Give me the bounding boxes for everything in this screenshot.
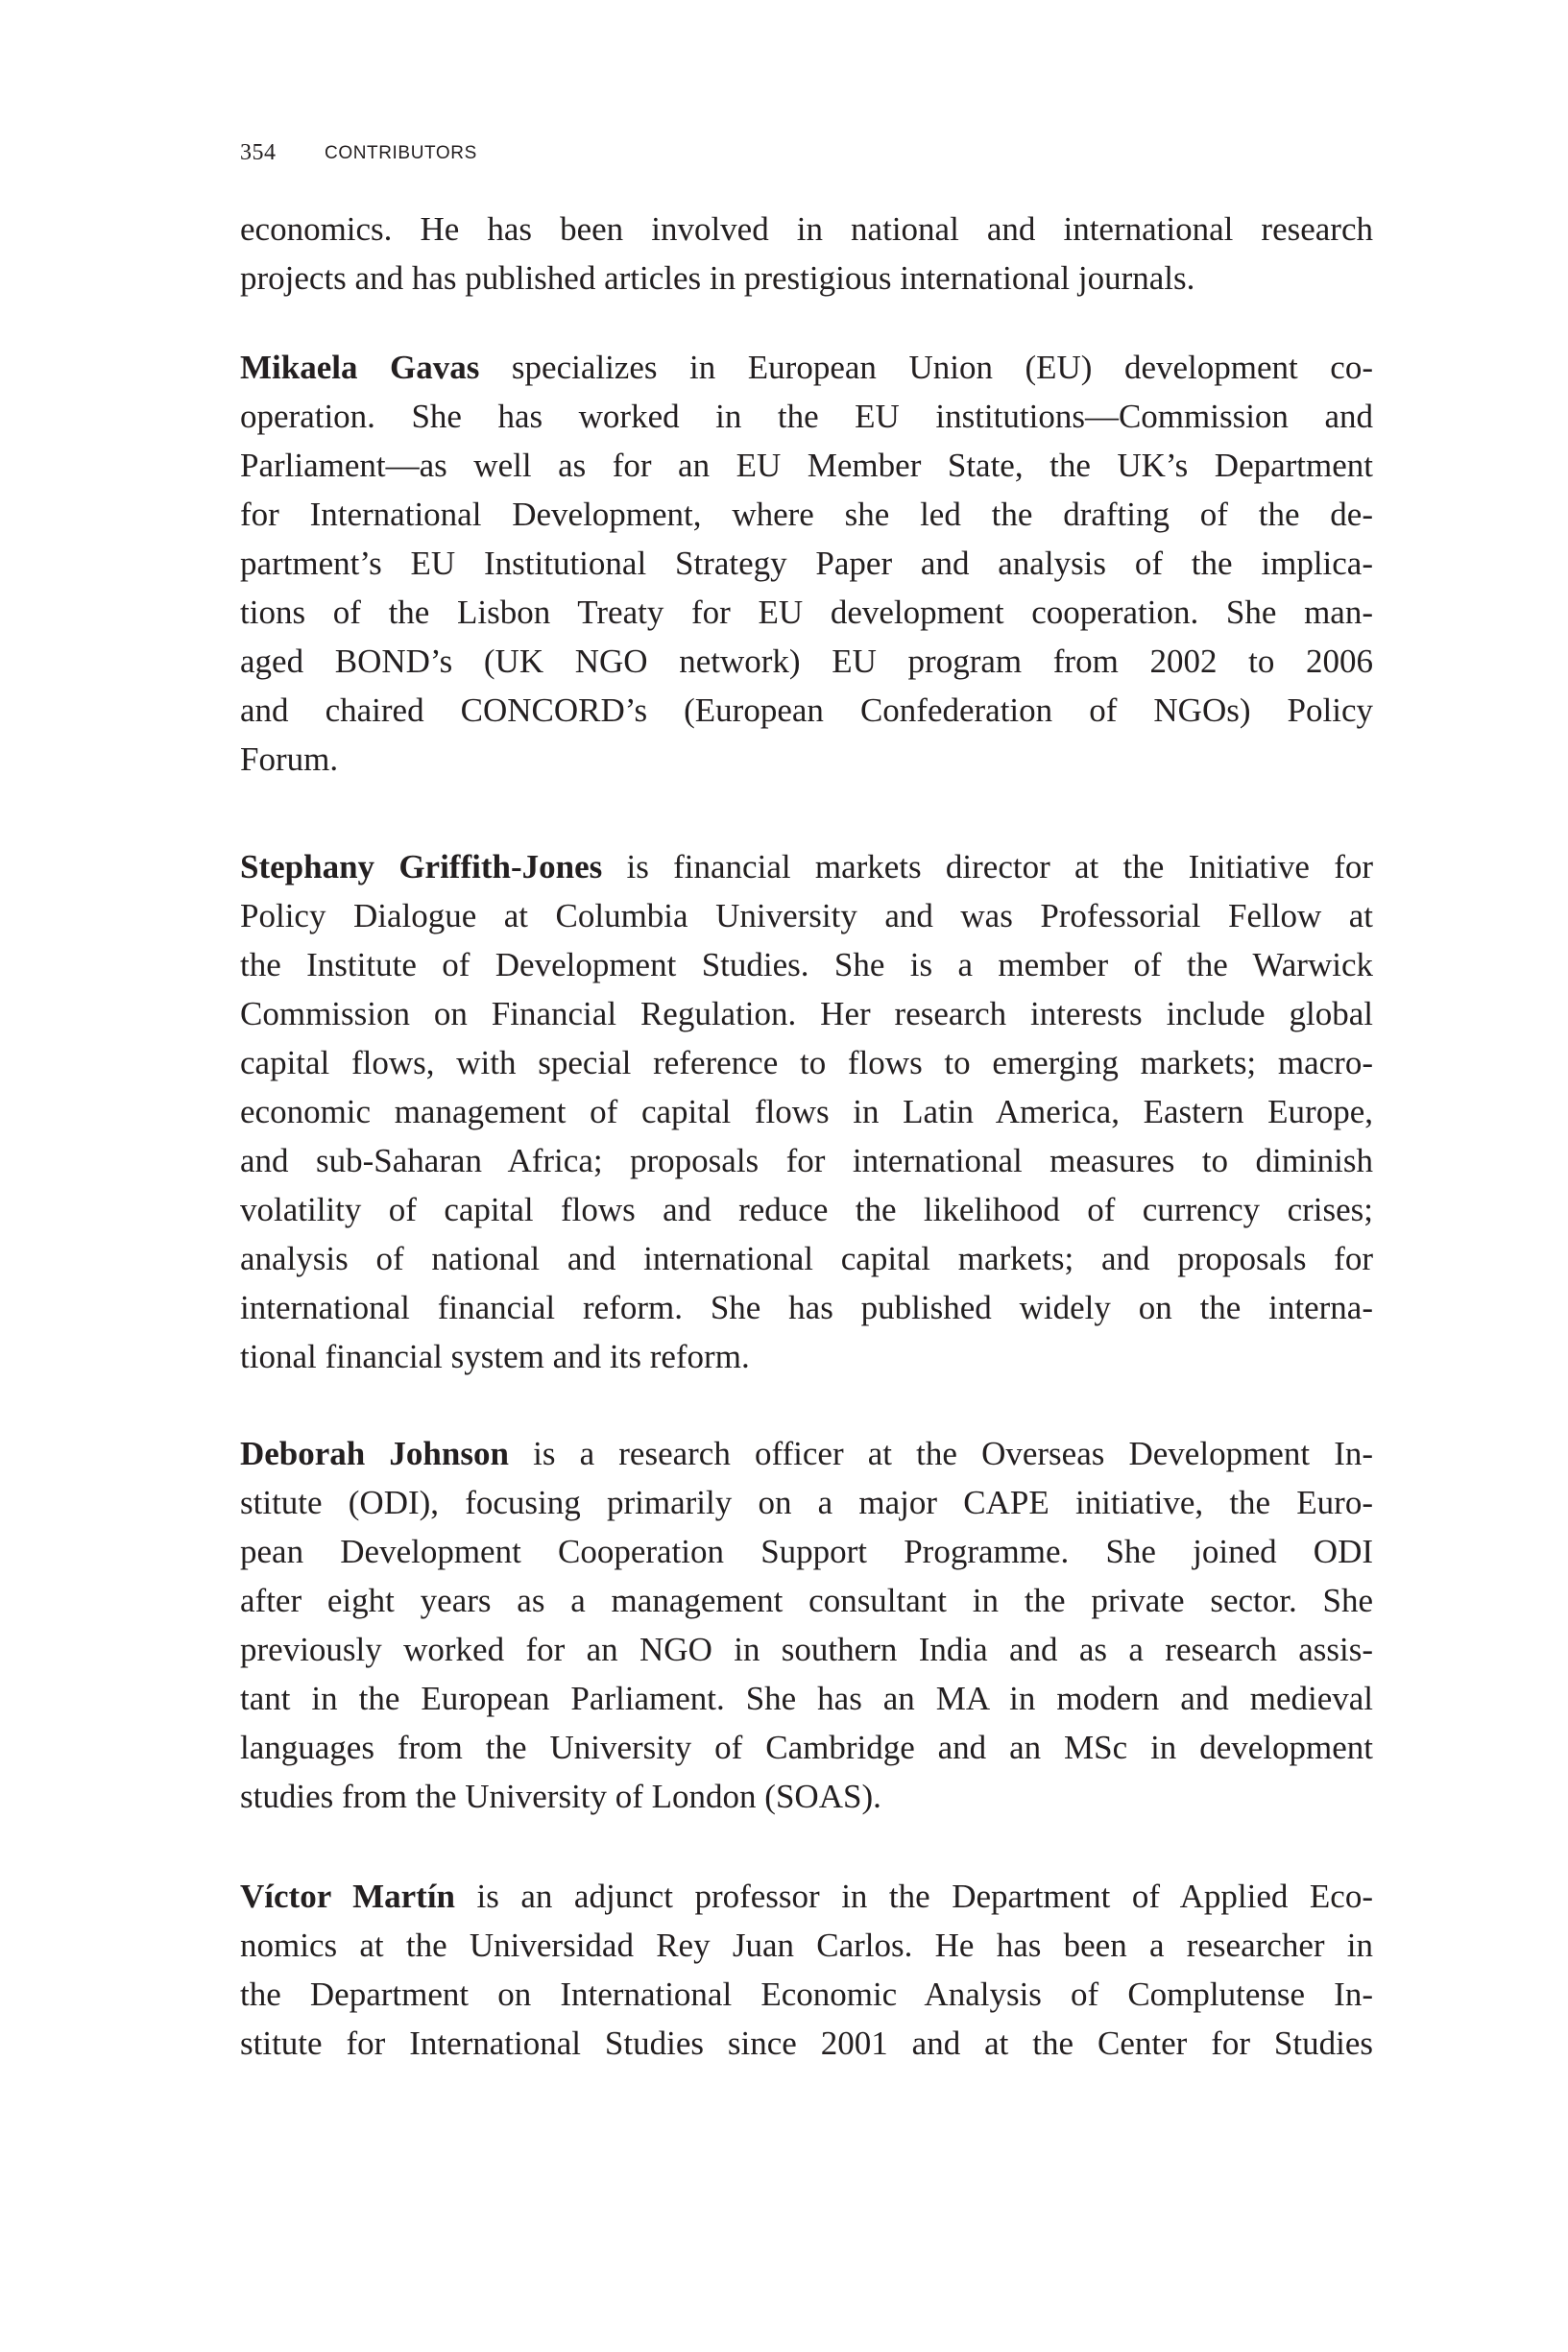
text-line (240, 539, 1373, 588)
line-text: stitute (ODI), focusing primarily on a major CAPE initiative, the Euro- (240, 1484, 1373, 1521)
bio-deborah-johnson (240, 1429, 1373, 1821)
line-text: tional financial system and its reform. (240, 1338, 750, 1375)
line-text: the Institute of Development Studies. She is a member of the Warwick (240, 946, 1373, 983)
line-text: operation. She has worked in the EU institutions—Commission and (240, 398, 1373, 435)
text-line (240, 588, 1373, 637)
line-text: capital flows, with special reference to flows to emerging markets; macro- (240, 1044, 1373, 1081)
line-text-rest: is a research officer at the Overseas Development In- (508, 1435, 1374, 1472)
bio-victor-martin (240, 1872, 1373, 2068)
text-line (240, 1283, 1373, 1332)
text-line (240, 1087, 1373, 1136)
text-line (240, 1527, 1373, 1576)
line-text: Policy Dialogue at Columbia University and was Professorial Fellow at (240, 897, 1373, 934)
text-line (240, 1970, 1373, 2019)
text-line (240, 343, 1373, 392)
line-text (240, 343, 1373, 392)
text-line (240, 1136, 1373, 1185)
line-text: projects and has published articles in prestigious international journals. (240, 259, 1195, 297)
text-line (240, 989, 1373, 1038)
line-text: and sub-Saharan Africa; proposals for international measures to diminish (240, 1142, 1373, 1179)
text-line (240, 1921, 1373, 1970)
line-text: tant in the European Parliament. She has an MA in modern and medieval (240, 1680, 1373, 1717)
line-text: economic management of capital flows in Latin America, Eastern Europe, (240, 1093, 1373, 1130)
contributor-name: Deborah Johnson (240, 1435, 509, 1472)
text-line (240, 392, 1373, 441)
bio-mikaela-gavas (240, 343, 1373, 784)
text-line (240, 490, 1373, 539)
text-line (240, 1038, 1373, 1087)
line-text (240, 1872, 1373, 1921)
line-text: international financial reform. She has published widely on the interna- (240, 1289, 1373, 1326)
line-text: economics. He has been involved in national and international research (240, 210, 1373, 248)
line-text-rest: specializes in European Union (EU) development co- (479, 349, 1373, 386)
page-number: 354 (240, 140, 277, 165)
text-line (240, 1332, 1373, 1381)
text-line (240, 637, 1373, 686)
text-line (240, 1429, 1373, 1478)
text-line (240, 205, 1373, 254)
line-text: analysis of national and international capital markets; and proposals for (240, 1240, 1373, 1277)
text-line (240, 686, 1373, 735)
line-text: aged BOND’s (UK NGO network) EU program from 2002 to 2006 (240, 643, 1373, 680)
contributor-name: Stephany Griffith-Jones (240, 848, 603, 885)
bio-stephany-griffith-jones (240, 842, 1373, 1381)
line-text: pean Development Cooperation Support Programme. She joined ODI (240, 1533, 1373, 1570)
line-text (240, 1429, 1373, 1478)
line-text-rest: is financial markets director at the Initiative for (602, 848, 1374, 885)
text-line (240, 735, 1373, 784)
text-line (240, 2019, 1373, 2068)
contributor-name: Víctor Martín (240, 1878, 456, 1915)
line-text: volatility of capital flows and reduce the likelihood of currency crises; (240, 1191, 1373, 1228)
paragraph-continuation (240, 205, 1373, 303)
line-text: stitute for International Studies since 2001 and at the Center for Studies (240, 2025, 1373, 2062)
line-text: Parliament—as well as for an EU Member State, the UK’s Department (240, 447, 1373, 484)
text-line (240, 254, 1373, 303)
line-text: Commission on Financial Regulation. Her research interests include global (240, 995, 1373, 1032)
text-line (240, 1478, 1373, 1527)
text-line (240, 1772, 1373, 1821)
text-line (240, 1185, 1373, 1234)
text-line (240, 940, 1373, 989)
text-line (240, 1625, 1373, 1674)
line-text: tions of the Lisbon Treaty for EU development cooperation. She man- (240, 594, 1373, 631)
text-line (240, 1234, 1373, 1283)
line-text: languages from the University of Cambridge and an MSc in development (240, 1729, 1373, 1766)
line-text: after eight years as a management consultant in the private sector. She (240, 1582, 1373, 1619)
line-text: Forum. (240, 740, 339, 778)
line-text: for International Development, where she led the drafting of the de- (240, 496, 1373, 533)
line-text: nomics at the Universidad Rey Juan Carlos. He has been a researcher in (240, 1927, 1373, 1964)
section-title: CONTRIBUTORS (325, 143, 477, 163)
line-text: the Department on International Economic Analysis of Complutense In- (240, 1976, 1373, 2013)
line-text: and chaired CONCORD’s (European Confederation of NGOs) Policy (240, 691, 1373, 729)
line-text: studies from the University of London (SOAS). (240, 1778, 881, 1815)
line-text: partment’s EU Institutional Strategy Paper and analysis of the implica- (240, 545, 1373, 582)
text-line (240, 1872, 1373, 1921)
line-text: previously worked for an NGO in southern India and as a research assis- (240, 1631, 1373, 1668)
contributor-name: Mikaela Gavas (240, 349, 480, 386)
text-line (240, 1576, 1373, 1625)
text-line (240, 891, 1373, 940)
text-line (240, 441, 1373, 490)
line-text (240, 842, 1373, 891)
text-line (240, 1723, 1373, 1772)
line-text-rest: is an adjunct professor in the Department of Applied Eco- (455, 1878, 1373, 1915)
text-line (240, 1674, 1373, 1723)
text-line (240, 842, 1373, 891)
